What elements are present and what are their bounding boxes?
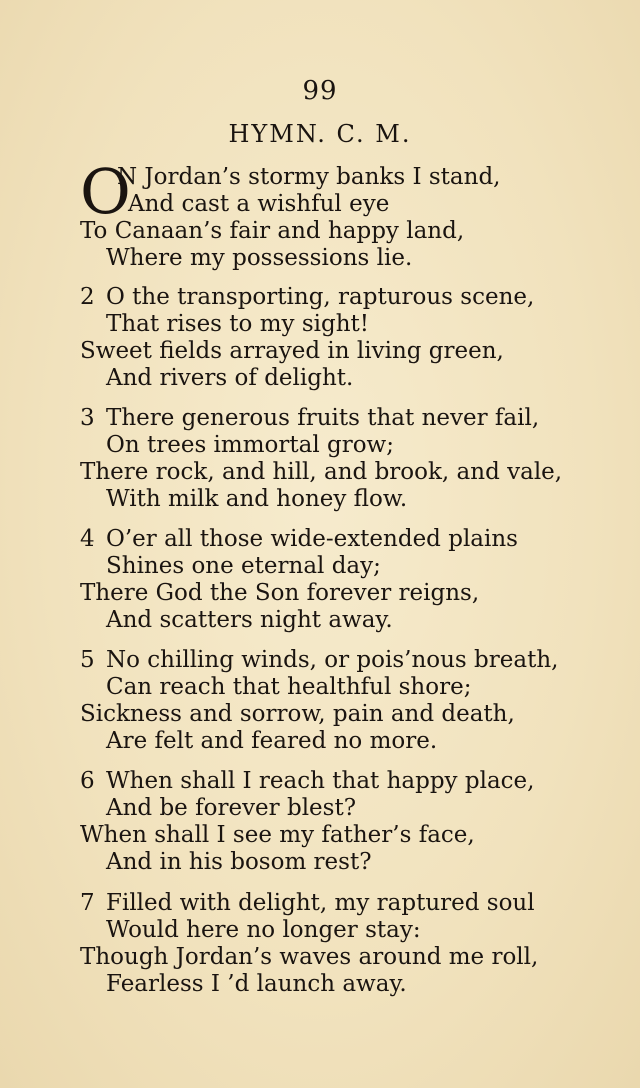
stanza-line: Are felt and feared no more. (106, 728, 438, 754)
stanza-line: Shines one eternal day; (106, 553, 381, 579)
stanza-line-text: Filled with delight, my raptured soul (106, 890, 535, 916)
stanza-number: 5 (80, 647, 95, 673)
stanza-line-text: When shall I reach that happy place, (106, 768, 535, 794)
stanza-line: And scatters night away. (106, 607, 393, 633)
stanza-line: And cast a wishful eye (128, 191, 390, 217)
stanza-line: Would here no longer stay: (106, 917, 421, 943)
stanza-line-text: O the transporting, rapturous scene, (106, 284, 535, 310)
stanza-number: 2 (80, 284, 95, 310)
stanza-line: Can reach that healthful shore; (106, 674, 472, 700)
stanza-line: To Canaan’s fair and happy land, (80, 218, 465, 244)
stanza-line: There rock, and hill, and brook, and vale, (80, 459, 563, 485)
stanza-line-text: O’er all those wide-extended plains (106, 526, 518, 552)
stanza-line (80, 768, 534, 795)
stanza-line: Sweet fields arrayed in living green, (80, 338, 504, 364)
stanza-line (80, 890, 535, 917)
stanza-line: And rivers of delight. (106, 365, 354, 391)
stanza-number: 6 (80, 768, 95, 794)
stanza-line: And in his bosom rest? (106, 849, 372, 875)
stanza-line: When shall I see my father’s face, (80, 822, 475, 848)
stanza-line (80, 526, 518, 553)
stanza-line (80, 405, 539, 432)
hymn-title: HYMN. C. M. (228, 120, 412, 148)
drop-cap: O (80, 155, 131, 228)
stanza-number: 7 (80, 890, 95, 916)
stanza-line (80, 284, 534, 311)
stanza-line: Though Jordan’s waves around me roll, (80, 944, 539, 970)
stanza-line: That rises to my sight! (106, 311, 369, 337)
stanza-line: N Jordan’s stormy banks I stand, (117, 164, 501, 190)
stanza-line-text: There generous fruits that never fail, (106, 405, 540, 431)
stanza-line: On trees immortal grow; (106, 432, 394, 458)
stanza-line: There God the Son forever reigns, (80, 580, 480, 606)
stanza-line: Fearless I ’d launch away. (106, 971, 407, 997)
page-number: 99 (302, 76, 338, 106)
stanza-line: With milk and honey flow. (106, 486, 408, 512)
stanza-line: Sickness and sorrow, pain and death, (80, 701, 515, 727)
stanza-line-text: No chilling winds, or pois’nous breath, (106, 647, 559, 673)
stanza-line: Where my possessions lie. (106, 245, 413, 271)
stanza-number: 4 (80, 526, 95, 552)
stanza-line: And be forever blest? (106, 795, 357, 821)
stanza-line (80, 647, 558, 674)
stanza-number: 3 (80, 405, 95, 431)
